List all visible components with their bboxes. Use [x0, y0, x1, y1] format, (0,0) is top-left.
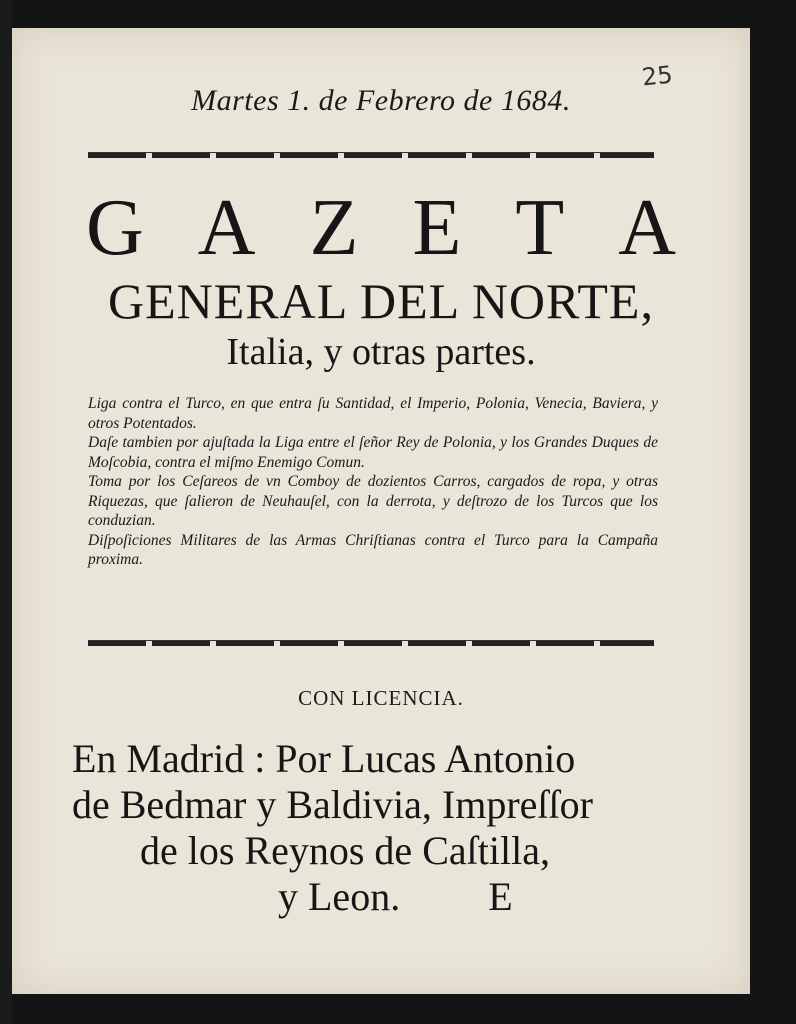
title-letter: E [412, 184, 462, 272]
masthead-subtitle: GENERAL DEL NORTE, [108, 273, 654, 329]
gazette-page [12, 28, 750, 994]
title-letter: G [86, 184, 144, 272]
summary-item: Liga contra el Turco, en que entra ſu Santidad, el Imperio, Polonia, Venecia, Baviera, y otros Potentados. [88, 395, 658, 432]
imprint-line: y Leon. [278, 874, 401, 919]
title-letter: Z [309, 184, 359, 272]
imprint-line: En Madrid : Por Lucas Antonio [72, 736, 576, 781]
page-number: 25 [640, 60, 674, 92]
imprint-line: de los Reynos de Caſtilla, [140, 828, 550, 873]
date-line: Martes 1. de Febrero de 1684. [191, 84, 571, 117]
licence-line: CON LICENCIA. [298, 686, 464, 710]
scan-edge [0, 0, 12, 1024]
masthead-title [86, 184, 676, 272]
imprint-line: de Bedmar y Baldivia, Impreſſor [72, 782, 593, 827]
summary-item: Diſpoſiciones Militares de las Armas Chriſtianas contra el Turco para la Campaña proxima. [88, 531, 658, 568]
imprint [68, 736, 688, 920]
title-letter: A [618, 184, 676, 272]
contents-summary [88, 394, 658, 570]
imprint-last-line [68, 874, 688, 920]
bottom-rule [88, 640, 654, 646]
masthead-subtitle-2: Italia, y otras partes. [226, 331, 536, 373]
signature-mark: E [488, 874, 513, 919]
summary-item: Daſe tambien por ajuſtada la Liga entre el ſeñor Rey de Polonia, y los Grandes Duques de Moſcobia, contra el miſmo Enemigo Comun. [88, 434, 658, 471]
summary-item: Toma por los Ceſareos de vn Comboy de dozientos Carros, cargados de ropa, y otras Riquezas, que ſalieron de Neuhauſel, con la derrota, y deſtrozo de los Turcos que los conduzian. [88, 473, 658, 529]
title-letter: A [197, 184, 256, 272]
top-rule [88, 152, 654, 158]
title-letter: T [515, 184, 565, 272]
